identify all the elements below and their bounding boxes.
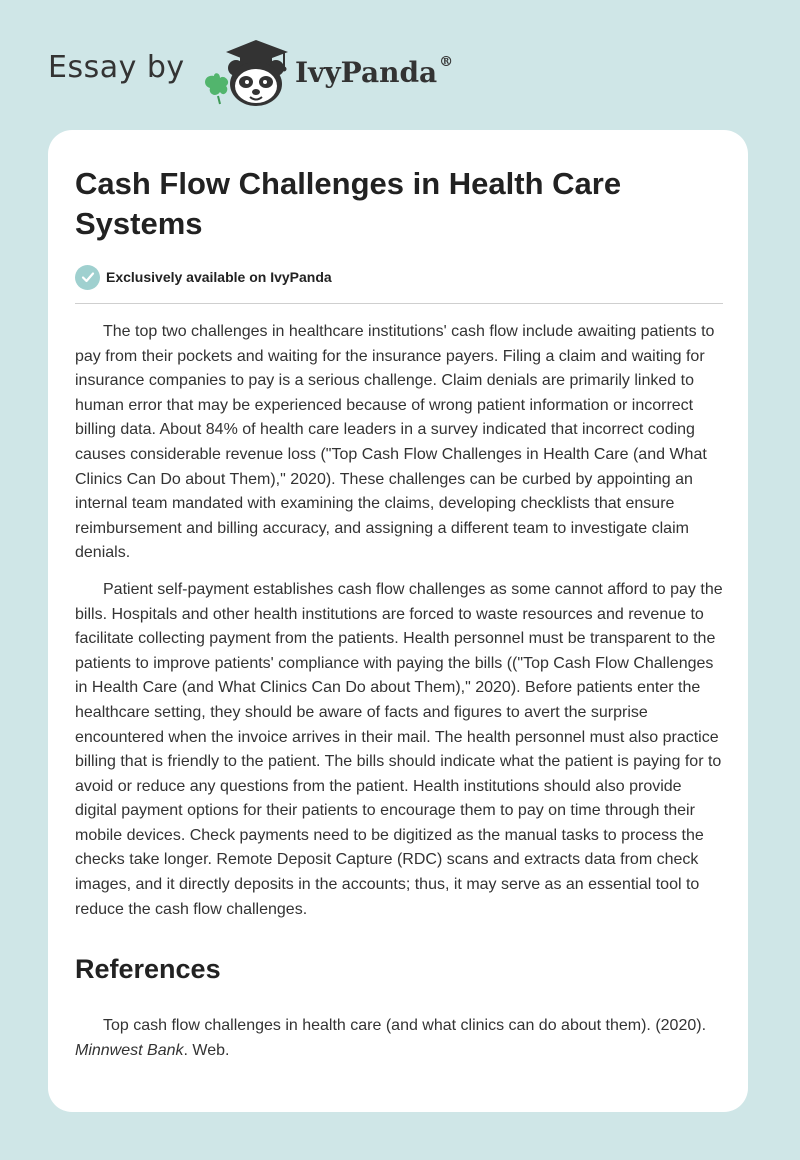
brand-prefix: Essay by — [48, 50, 185, 85]
paragraph: Patient self-payment establishes cash flow challenges as some cannot afford to pay the bills. Hospitals and other health institutions are forced to waste resources and revenue to facilitate collecting payment from the patients. Health personnel must be transparent to the patients to improve patients' compliance with paying the bills (("Top Cash Flow Challenges in Health Care (and What Clinics Can Do about Them)," 2020). Before patients enter the healthcare setting, they should be aware of facts and figures to avert the surprise encountered when the invoice arrives in their mail. The health personnel must also practice billing that is friendly to the patient. The bills should indicate what the patient is paying for to avoid or reduce any questions from the patient. Health institutions should also provide digital payment options for their patients to encourage them to pay on time through their mobile devices. Check payments need to be digitized as the manual tasks to process the checks take longer. Remote Deposit Capture (RDC) scans and extracts data from check images, and it directly deposits in the accounts; thus, it may serve as an essential tool to reduce the cash flow challenges. — [75, 580, 723, 918]
brand-name: IvyPanda ® — [295, 54, 454, 89]
panda-logo-icon — [200, 38, 292, 108]
references-heading: References — [75, 954, 221, 984]
reference-entry: Top cash flow challenges in health care (and what clinics can do about them). (2020). Minnwest Bank. Web. — [75, 1017, 707, 1059]
divider — [75, 303, 723, 304]
paragraph: The top two challenges in healthcare institutions' cash flow include awaiting patients to pay from their pockets and waiting for the insurance payers. Filing a claim and waiting for insurance companies to pay is a serious challenge. Claim denials are primarily linked to human error that may be experienced because of wrong patient information or incorrect billing data. About 84% of health care leaders in a survey indicated that incorrect coding causes considerable revenue loss ("Top Cash Flow Challenges in Health Care (and What Clinics Can Do about Them)," 2020). These challenges can be curbed by appointing an internal team mandated with examining the claims, developing checklists that ensure reimbursement and billing accuracy, and assigning a different team to investigate claim denials. — [75, 323, 715, 562]
reference-source: Minnwest Bank — [75, 1041, 184, 1059]
badge-text: Exclusively available on IvyPanda — [106, 269, 332, 285]
essay-body — [75, 320, 723, 934]
site-header — [0, 0, 800, 130]
essay-card — [48, 130, 748, 1112]
exclusive-badge — [75, 264, 332, 290]
page-title: Cash Flow Challenges in Health Care Systems — [75, 166, 622, 241]
check-icon — [75, 265, 100, 290]
